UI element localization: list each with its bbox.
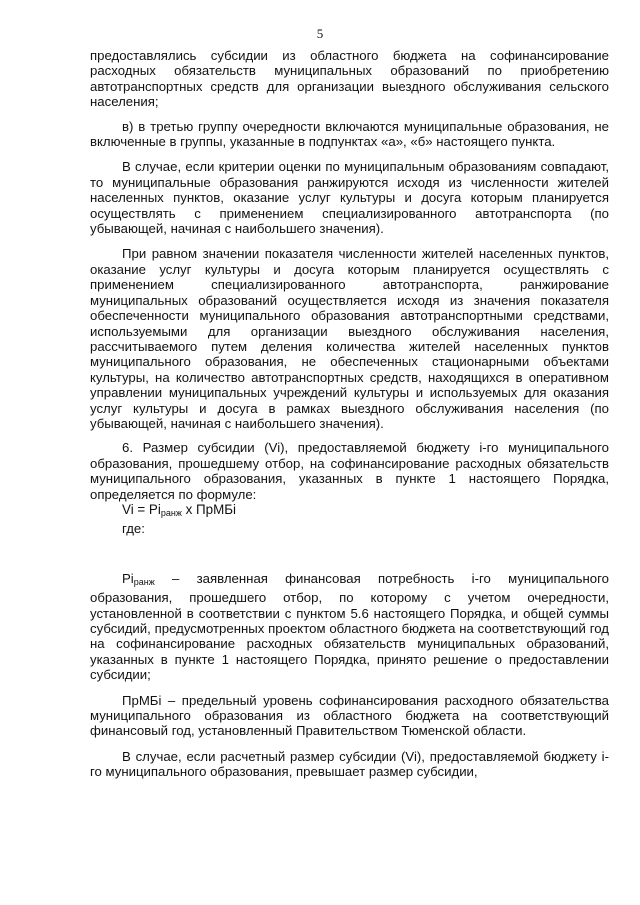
paragraph-criteria-tie: В случае, если критерии оценки по муниципальным образованиям совпадают, то муниципальные образования ранжируются исходя из численности жителей населенных пунктов, оказание услуг культуры и досуга которым планируется осуществлять с применением специализированного автотранспорта (по убывающей, начиная с наибольшего значения).	[90, 159, 609, 237]
document-body	[90, 48, 609, 780]
formula-rhs: x ПрМБi	[181, 501, 236, 517]
paragraph-equal-value: При равном значении показателя численности жителей населенных пунктов, оказание услуг культуры и досуга которым планируется осуществлять с применением специализированного автотранспорта, ранжирование муниципальных образований осуществляется исходя из значения показателя обеспеченности муниципального образования автотранспортными средствами, используемыми для организации выездного обслуживания населения, рассчитываемого путем деления количества жителей населенных пунктов муниципального образования, не обеспеченных стационарными объектами культуры, на количество автотранспортных средств, находящихся в оперативном управлении муниципальных учреждений культуры и используемых для оказания услуг культуры и досуга в рамках выездного обслуживания населения (по убывающей, начиная с наибольшего значения).	[90, 246, 609, 431]
definition-pi-term: Pi	[122, 570, 134, 586]
paragraph-last: В случае, если расчетный размер субсидии (Vi), предоставляемой бюджету i-го муниципального образования, превышает размер субсидии,	[90, 748, 609, 780]
paragraph-continuation: предоставлялись субсидии из областного бюджета на софинансирование расходных обязательств муниципальных образований по приобретению автотранспортных средств для организации выездного обслуживания сельского населения;	[90, 48, 609, 110]
definition-pi-text: – заявленная финансовая потребность i-го муниципального образования, прошедшего отбор, по которому с учетом очередности, установленной в соответствии с пунктом 5.6 настоящего Порядка, и общей суммы субсидий, предусмотренных проектом областного бюджета на соответствующий год на софинансирование расходных обязательств муниципальных образований, указанных в пункте 1 настоящего Порядка, принято решение о предоставлении субсидии;	[90, 570, 609, 683]
paragraph-point-6: 6. Размер субсидии (Vi), предоставляемой бюджету i-го муниципального образования, прошедшему отбор, на софинансирование расходных обязательств муниципального образования, указанных в пункте 1 настоящего Порядка, определяется по формуле:	[90, 440, 609, 502]
where-label: где:	[122, 521, 145, 537]
subsidy-formula	[90, 502, 609, 521]
definition-pi	[90, 571, 609, 683]
definition-pi-subscript: ранж	[133, 576, 155, 587]
definition-prmb: ПрМБi – предельный уровень софинансирования расходного обязательства муниципального образования из областного бюджета на соответствующий финансовый год, установленный Правительством Тюменской области.	[90, 692, 609, 739]
formula-subscript: ранж	[160, 507, 182, 518]
paragraph-subpoint-v: в) в третью группу очередности включаются муниципальные образования, не включенные в группы, указанные в подпунктах «а», «б» настоящего пункта.	[90, 118, 609, 150]
formula-lhs: Vi = Pi	[122, 501, 161, 517]
page-number: 5	[316, 26, 324, 41]
